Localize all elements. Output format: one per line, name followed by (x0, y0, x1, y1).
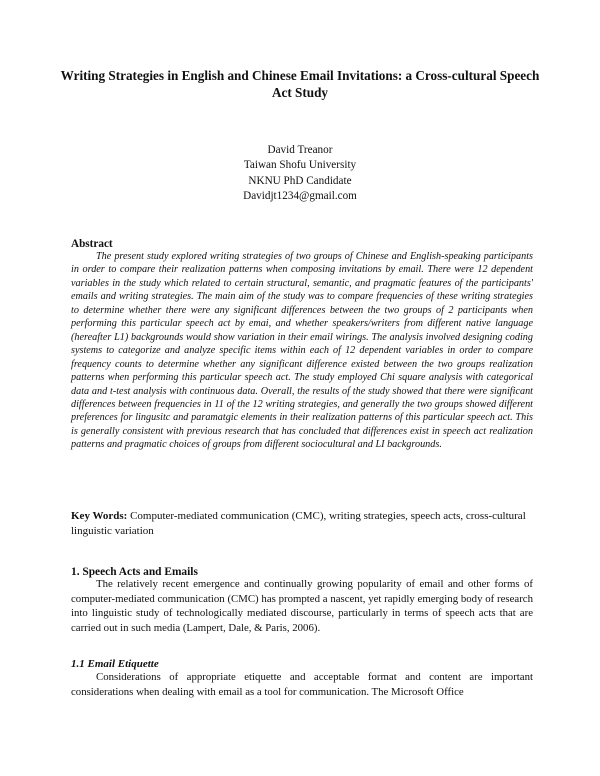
abstract-heading: Abstract (71, 238, 113, 250)
author-block (150, 143, 450, 204)
author-position: NKNU PhD Candidate (248, 174, 352, 187)
section-heading: 1. Speech Acts and Emails (71, 566, 198, 578)
subsection-body: Considerations of appropriate etiquette and acceptable format and content are important considerations when dealing with email as a tool for communication. The Microsoft Office (71, 671, 533, 698)
paper-title: Writing Strategies in English and Chinese Email Invitations: a Cross-cultural Speech Act Study (60, 68, 540, 100)
author-email: Davidjt1234@gmail.com (243, 189, 357, 202)
keywords-text: Computer-mediated communication (CMC), writing strategies, speech acts, cross-cultural linguistic variation (71, 510, 526, 537)
subsection-heading: 1.1 Email Etiquette (71, 658, 159, 670)
keywords (71, 509, 533, 539)
keywords-label: Key Words: (71, 510, 128, 522)
author-name: David Treanor (267, 144, 333, 156)
author-affiliation: Taiwan Shofu University (243, 159, 357, 172)
abstract-body: The present study explored writing strategies of two groups of Chinese and English-speaking participants in order to compare their realization patterns when composing invitations by email. There were 12 dependent variables in the study which related to certain structural, semantic, and pragmatic features of the participants' emails and writing strategies. The main aim of the study was to compare frequencies of these writing strategies to determine whether there were any significant differences between the two groups of 2 participants when performing this particular speech act by emai, and whether speakers/writers from different native language (hereafter L1) backgrounds would show variation in their email wirings. The analysis involved designing coding systems to categorize and analyze specific items within each of 12 dependent variables in order to compare frequency counts to determine whether any significant difference existed between the two groups realization patterns when performing this particular speech act. The study employed Chi square analysis with categorical data and t-test analysis with continuous data. Overall, the results of the study showed that there were significant differences between frequencies in 11 of the 12 writing strategies, and generally the two groups showed different preferences for lingusitc and paramatgic elements in their realization patterns of this particular speech act. This is generally consistent with previous research that has concluded that differences exist in speech act realization patterns and pragmatic choices of groups from different sociocultural and LI backgrounds. (71, 251, 533, 451)
section-body: The relatively recent emergence and continually growing popularity of email and other forms of computer-mediated communication (CMC) has prompted a nascent, yet rapidly emerging body of research into linguistic study of technologically mediated discourse, particularly in terms of speech acts that are carried out in such media (Lampert, Dale, & Paris, 2006). (71, 578, 533, 634)
